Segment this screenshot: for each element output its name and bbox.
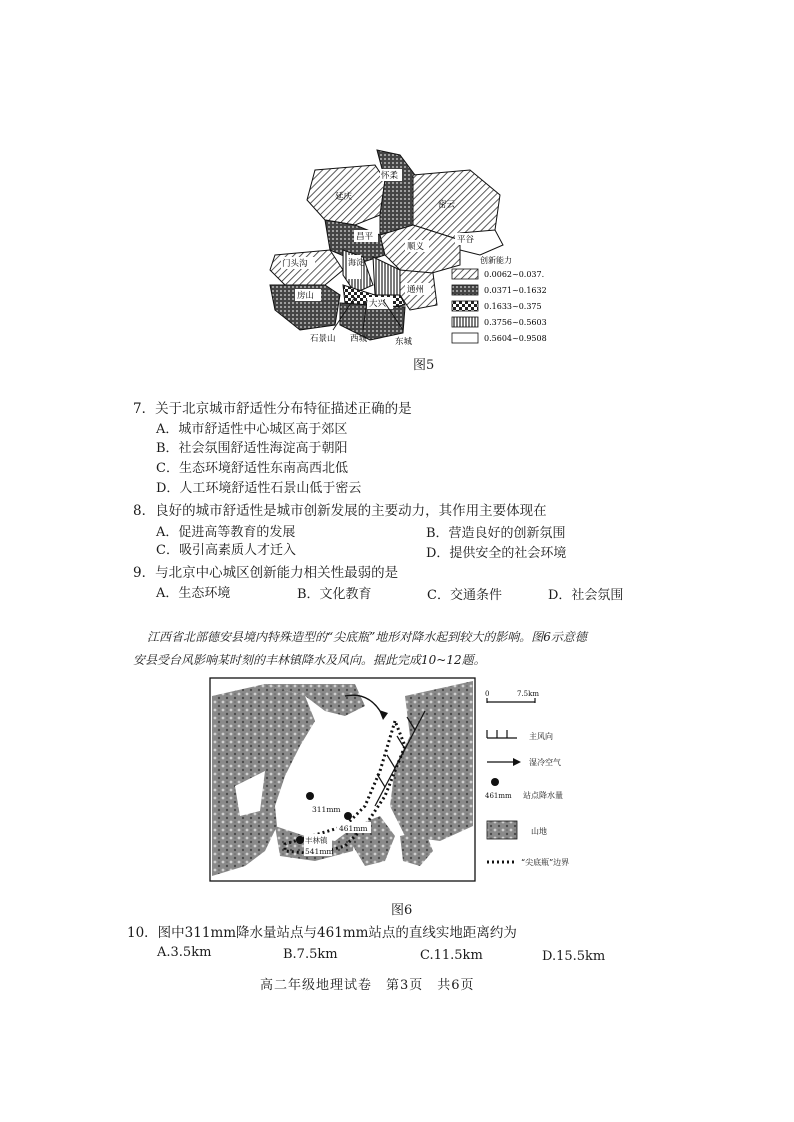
map-label-shijingshan: 石景山	[310, 334, 336, 344]
legend-item-2: 0.0371~0.1632	[484, 286, 547, 295]
legend-main-wind	[487, 730, 553, 741]
q9-option-c: C．交通条件	[427, 588, 502, 603]
station-311-label: 311mm	[312, 805, 341, 814]
map-label-changping: 昌平	[356, 232, 374, 242]
q8-option-d: D．提供安全的社会环境	[426, 546, 567, 561]
q7-option-d: D．人工环境舒适性石景山低于密云	[156, 481, 362, 496]
legend-item-4: 0.3756~0.5603	[484, 318, 547, 327]
legend-swatch-3	[452, 301, 478, 311]
station-541-label: 541mm	[305, 847, 334, 856]
legend-cold-air-label: 湿冷空气	[529, 758, 561, 767]
legend-station	[485, 778, 563, 800]
passage-line-2: 安县受台风影响某时刻的丰林镇降水及风向。据此完成10~12题。	[133, 653, 486, 667]
q10-option-c: C.11.5km	[420, 948, 483, 963]
q7-option-b: B．社会氛围舒适性海淀高于朝阳	[156, 441, 348, 456]
map-label-yanqing: 延庆	[335, 192, 353, 202]
q9-stem: 9．与北京中心城区创新能力相关性最弱的是	[133, 565, 399, 581]
map-label-haidian: 海淀	[348, 258, 364, 267]
map-label-shunyi: 顺义	[407, 242, 425, 252]
station-311	[306, 792, 314, 800]
map-label-huairou: 怀柔	[381, 171, 399, 181]
legend-item-3: 0.1633~0.375	[484, 302, 542, 311]
map-label-tongzhou: 通州	[407, 285, 425, 295]
legend-station-label: 站点降水量	[523, 791, 563, 800]
scale-bar	[485, 690, 539, 703]
legend-flask-boundary	[487, 857, 569, 867]
legend-item-1: 0.0062~0.037.	[484, 270, 545, 279]
scale-km: 7.5km	[517, 690, 540, 698]
q9-option-d: D．社会氛围	[548, 588, 624, 603]
q8-option-a: A．促进高等教育的发展	[156, 525, 296, 540]
legend-swatch-1	[452, 269, 478, 279]
q7-option-c: C．生态环境舒适性东南高西北低	[156, 461, 348, 476]
q9-option-a: A．生态环境	[156, 586, 231, 601]
map-label-xicheng: 西城	[350, 334, 368, 344]
station-fenglin	[296, 836, 304, 844]
passage-line-1: 江西省北部德安县境内特殊造型的“尖底瓶”地形对降水起到较大的影响。图6示意德	[147, 630, 587, 644]
q10-option-b: B.7.5km	[283, 947, 338, 962]
legend-swatch-2	[452, 285, 478, 295]
map-label-mentougou: 门头沟	[282, 259, 308, 269]
legend-swatch-4	[452, 317, 478, 327]
q8-stem: 8．良好的城市舒适性是城市创新发展的主要动力，其作用主要体现在	[133, 503, 547, 519]
map-label-pinggu: 平谷	[457, 235, 475, 245]
figure6-map	[205, 676, 580, 898]
map-label-daxing: 大兴	[369, 299, 387, 309]
q10-option-a: A.3.5km	[157, 945, 212, 960]
figure6-caption: 图6	[391, 903, 413, 918]
figure5-caption: 图5	[413, 358, 435, 373]
page-footer: 高二年级地理试卷 第3页 共6页	[260, 978, 475, 993]
q8-option-b: B．营造良好的创新氛围	[426, 526, 566, 541]
q9-option-b: B．文化教育	[297, 587, 372, 602]
legend-title: 创新能力	[480, 256, 512, 265]
legend-mountain-label: 山地	[531, 827, 547, 836]
station-fenglin-label: 丰林镇	[305, 836, 328, 845]
map-label-fangshan: 房山	[297, 291, 315, 301]
station-461	[344, 812, 352, 820]
map-label-dongcheng: 东城	[395, 337, 413, 347]
scale-zero: 0	[485, 690, 490, 698]
q7-option-a: A．城市舒适性中心城区高于郊区	[156, 422, 348, 437]
legend-flask-boundary-label: “尖底瓶”边界	[521, 858, 570, 867]
legend-mountain	[487, 821, 547, 839]
q7-stem: 7．关于北京城市舒适性分布特征描述正确的是	[133, 401, 412, 417]
legend-main-wind-label: 主风向	[529, 732, 553, 741]
legend-item-5: 0.5604~0.9508	[484, 334, 547, 343]
q10-stem: 10．图中311mm降水量站点与461mm站点的直线实地距离约为	[127, 925, 517, 941]
figure5-legend	[452, 255, 547, 343]
figure5-map	[255, 145, 565, 355]
q8-option-c: C．吸引高素质人才迁入	[156, 543, 296, 558]
legend-station-sample: 461mm	[485, 792, 512, 800]
map-label-miyun: 密云	[438, 200, 456, 210]
legend-cold-air	[487, 757, 561, 767]
q10-option-d: D.15.5km	[542, 949, 606, 964]
station-461-label: 461mm	[339, 824, 368, 833]
legend-swatch-5	[452, 333, 478, 343]
